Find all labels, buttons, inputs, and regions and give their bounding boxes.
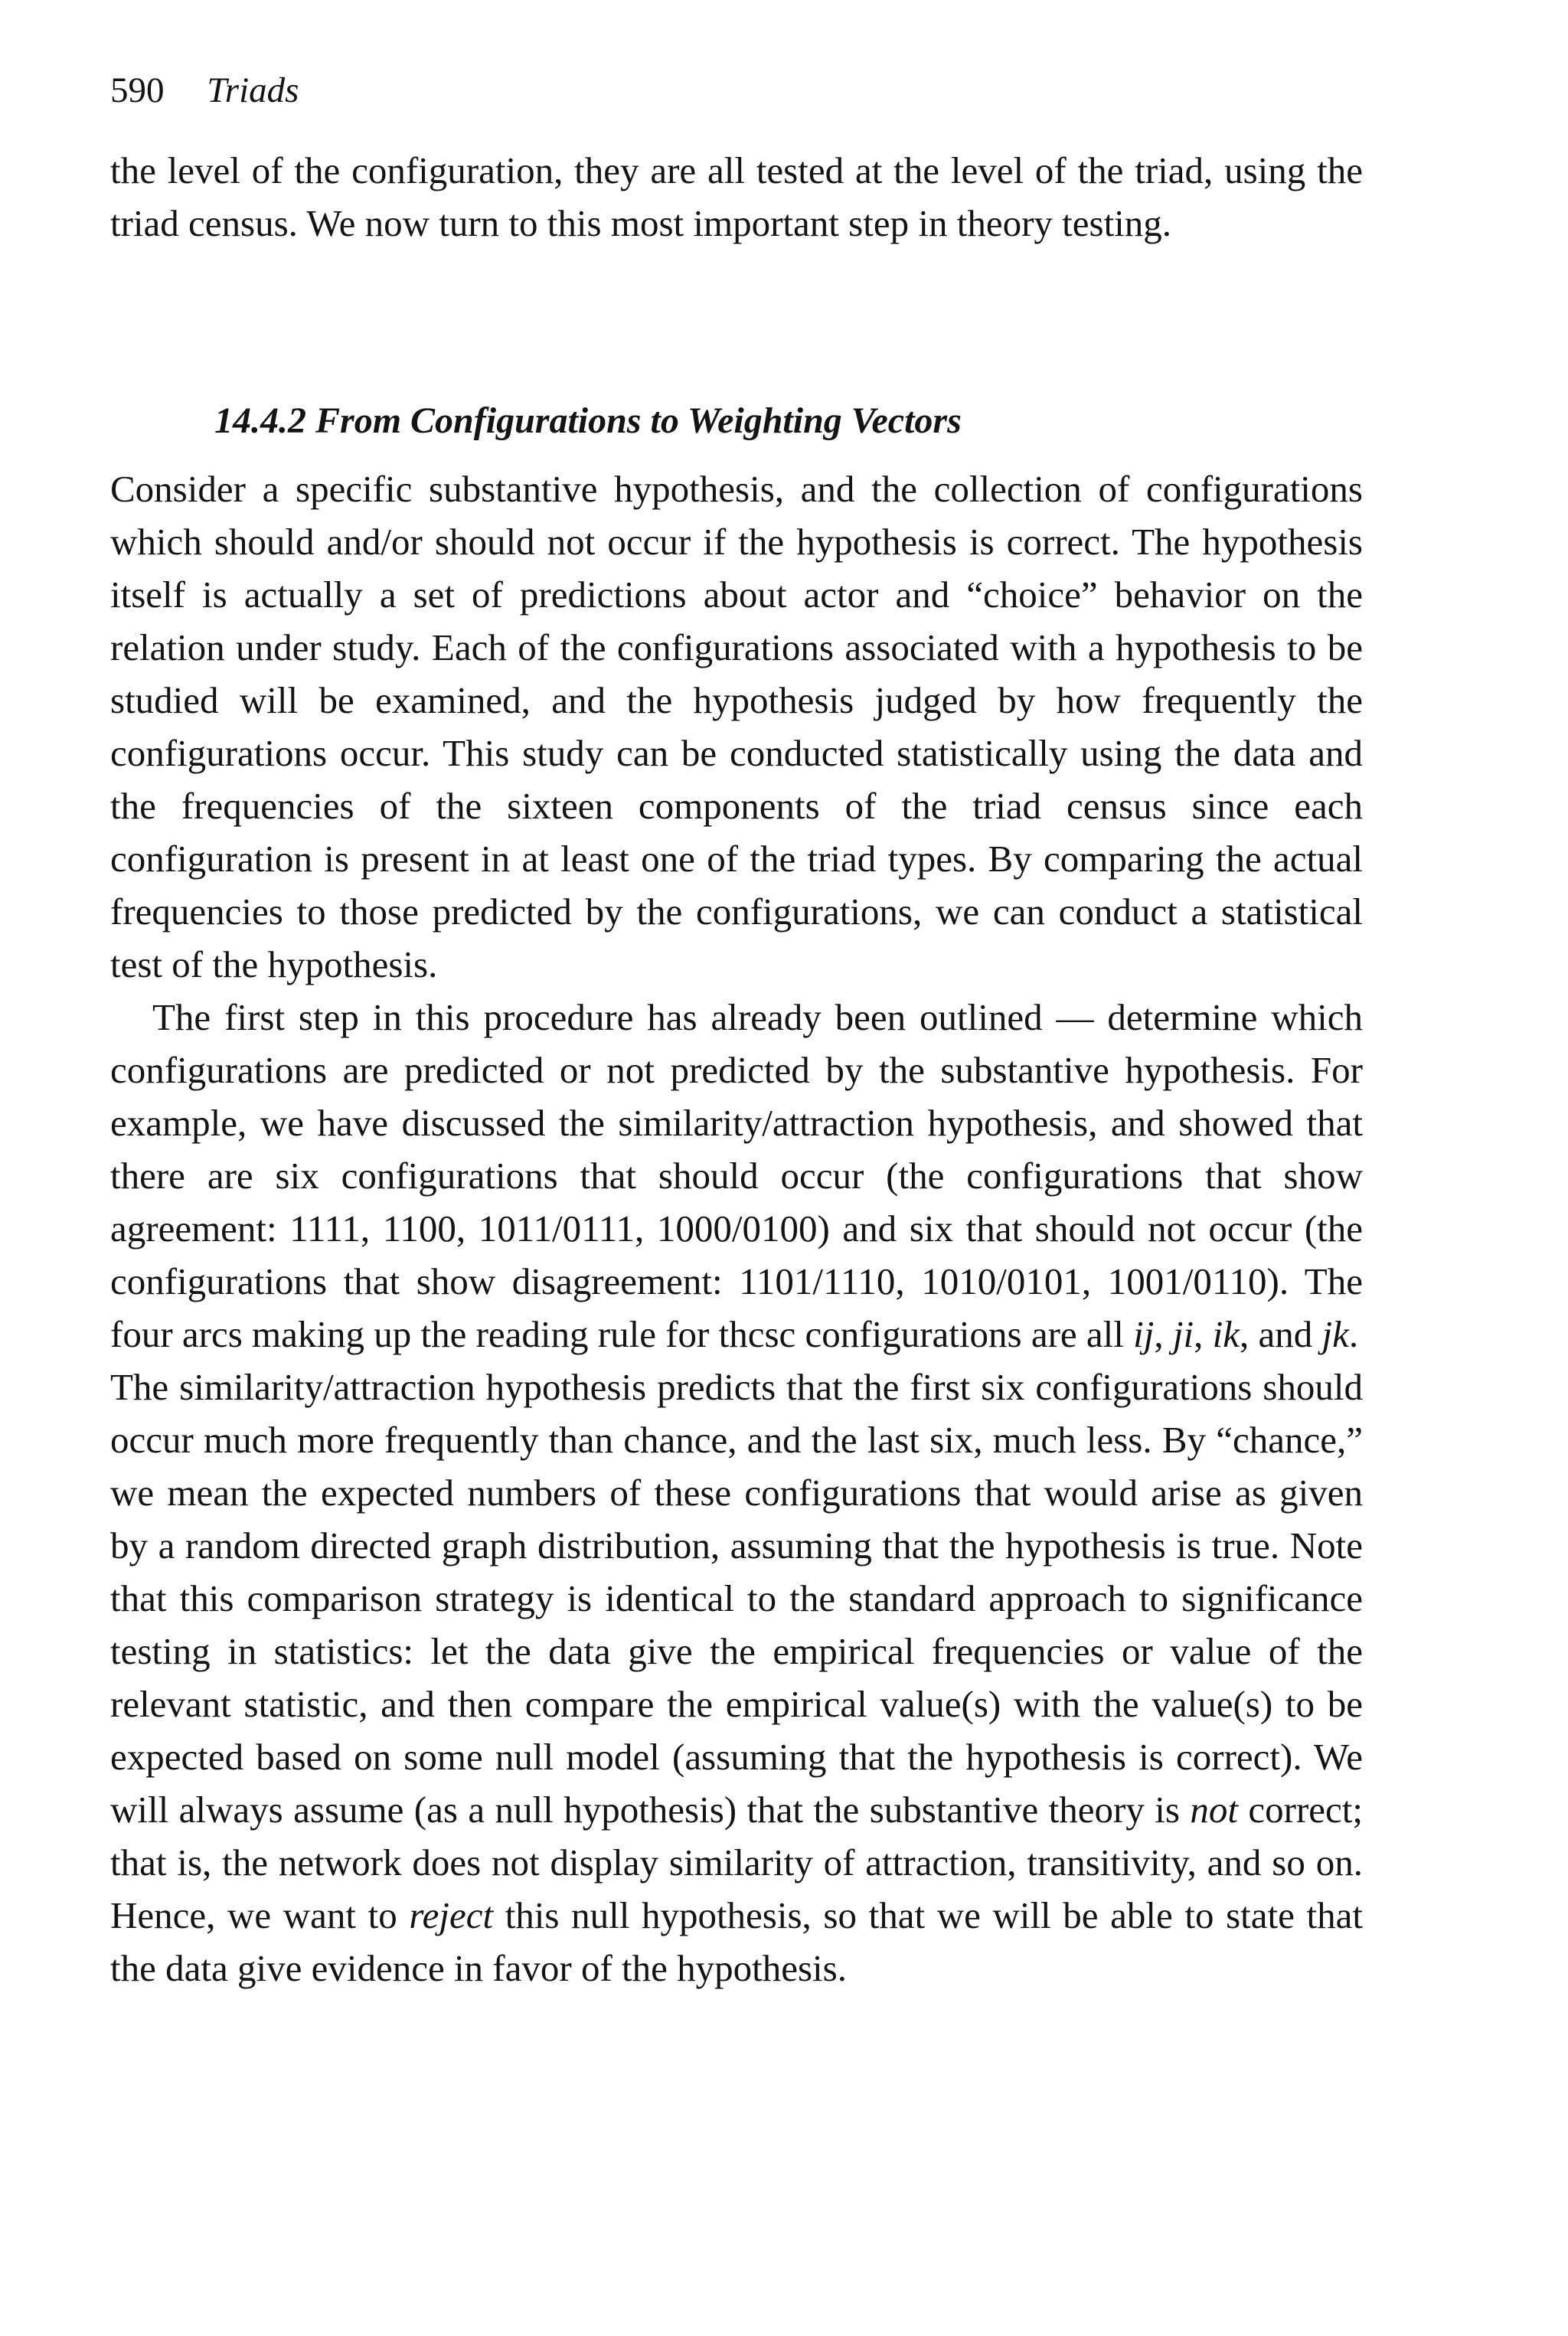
section-number: 14.4.2 (214, 400, 306, 441)
paragraph-3 (110, 1361, 1363, 1995)
arc-ji: ji (1172, 1313, 1194, 1355)
paragraph-3-text: this null hypothesis, so that we will be able to state that the data give evidence in favor of the hypothesis. (110, 1894, 1363, 1989)
paragraph-2-end: . (1348, 1313, 1359, 1355)
emphasis-not: not (1190, 1789, 1238, 1831)
arc-ij: ij (1133, 1313, 1155, 1355)
intro-text-block (110, 144, 1363, 250)
paragraph-3-text: The similarity/attraction hypothesis predicts that the first six configurations should occur much more frequently than chance, and the last six, much less. By “chance,” we mean the expected numbers of these configurations that would arise as given by a random directed graph distribution, assuming that the hypothesis is true. Note that this comparison strategy is identical to the standard approach to significance testing in statistics: let the data give the empirical frequencies or value of the relevant statistic, and then compare the empirical value(s) with the value(s) to be expected based on some null model (assuming that the hypothesis is correct). We will always assume (as a null hypothesis) that the substantive theory is (110, 1366, 1363, 1831)
paragraph-2 (110, 991, 1363, 1361)
page-number: 590 (110, 70, 165, 110)
running-head (110, 67, 299, 113)
intro-paragraph: the level of the configuration, they are all tested at the level of the triad, using the triad census. We now turn to this most important step in theory testing. (110, 149, 1363, 244)
arc-separator: , and (1239, 1313, 1322, 1355)
section-title: From Configurations to Weighting Vectors (315, 400, 962, 441)
arc-jk: jk (1321, 1313, 1349, 1355)
section-heading (214, 398, 962, 444)
paragraph-2-text: The first step in this procedure has already been outlined — determine which configurations are predicted or not predicted by the substantive hypothesis. For example, we have discussed the similarity/attraction hypothesis, and showed that there are six configurations that should occur (the configurations that show agreement: 1111, 1100, 1011/0111, 1000/0100) and six that should not occur (the configurations that show disagreement: 1101/1110, 1010/0101, 1001/0110). The four arcs making up the reading rule for thcsc configurations are all (110, 996, 1363, 1355)
arc-separator: , (1154, 1313, 1173, 1355)
arc-ik: ik (1212, 1313, 1240, 1355)
emphasis-reject: reject (409, 1894, 494, 1936)
arc-separator: , (1194, 1313, 1213, 1355)
section-body (110, 462, 1363, 1995)
paragraph-3-text: correct; that is, the network does not display similarity of attraction, transitivity, and so on. Hence, we want to (110, 1789, 1363, 1936)
running-title: Triads (207, 70, 299, 110)
paragraph-1: Consider a specific substantive hypothesis, and the collection of configurations which should and/or should not occur if the hypothesis is correct. The hypothesis itself is actually a set of predictions about actor and “choice” behavior on the relation under study. Each of the configurations associated with a hypothesis to be studied will be examined, and the hypothesis judged by how frequently the configurations occur. This study can be conducted statistically using the data and the frequencies of the sixteen components of the triad census since each configuration is present in at least one of the triad types. By comparing the actual frequencies to those predicted by the configurations, we can conduct a statistical test of the hypothesis. (110, 468, 1363, 985)
